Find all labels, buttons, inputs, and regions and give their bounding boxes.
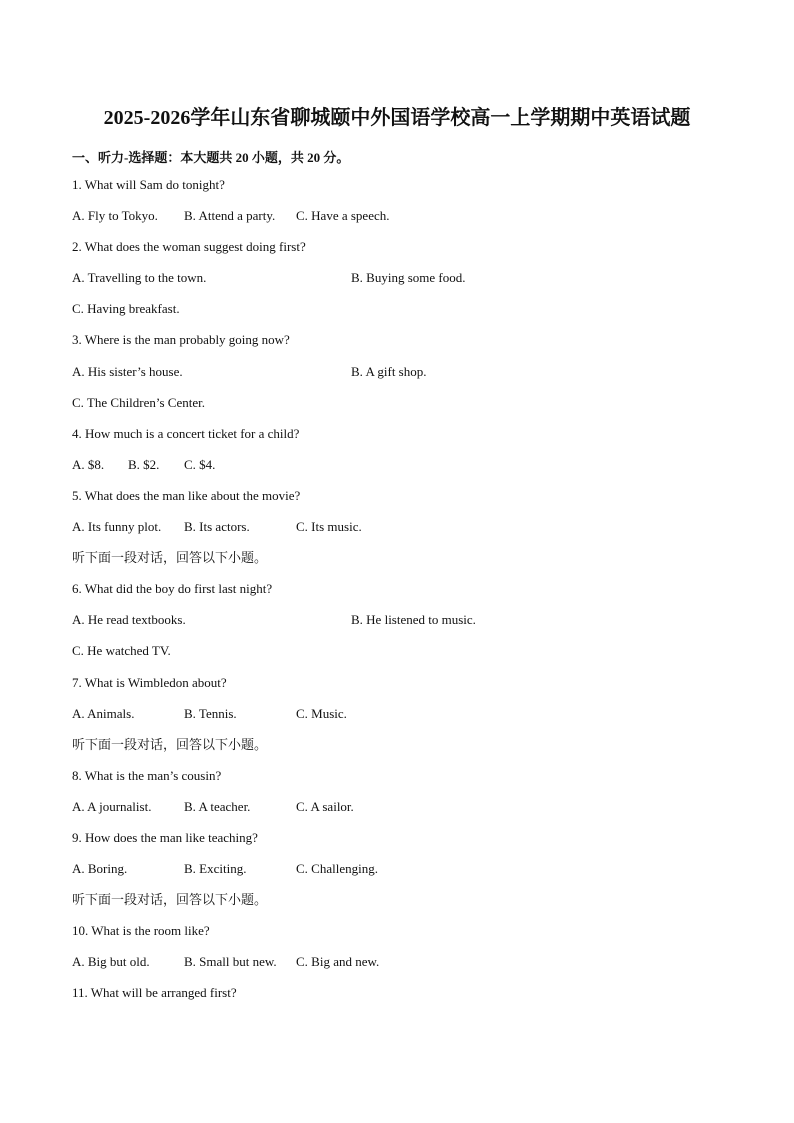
answer-option: A. Animals. bbox=[72, 705, 135, 721]
instruction-text: 听下面一段对话，回答以下小题。 bbox=[72, 550, 268, 566]
option-row bbox=[72, 798, 752, 829]
answer-option: A. Travelling to the town. bbox=[72, 270, 207, 286]
question-text: 2. What does the woman suggest doing first? bbox=[72, 239, 306, 255]
answer-option: C. Its music. bbox=[296, 519, 362, 535]
question-text: 10. What is the room like? bbox=[72, 923, 210, 939]
answer-option: B. A gift shop. bbox=[351, 363, 427, 379]
answer-option: C. Have a speech. bbox=[296, 208, 390, 224]
answer-option: B. A teacher. bbox=[184, 798, 251, 814]
question-text: 7. What is Wimbledon about? bbox=[72, 674, 227, 690]
option-row bbox=[72, 642, 752, 673]
answer-option: B. Small but new. bbox=[184, 954, 277, 970]
answer-option: A. Fly to Tokyo. bbox=[72, 208, 158, 224]
answer-option: A. A journalist. bbox=[72, 798, 152, 814]
answer-option: C. Big and new. bbox=[296, 954, 380, 970]
answer-option: C. The Children’s Center. bbox=[72, 394, 205, 410]
option-row bbox=[72, 207, 752, 238]
answer-option: C. A sailor. bbox=[296, 798, 354, 814]
question-text: 9. How does the man like teaching? bbox=[72, 829, 258, 845]
answer-option: C. $4. bbox=[184, 456, 216, 472]
option-row bbox=[72, 611, 752, 642]
option-row bbox=[72, 269, 752, 300]
answer-option: B. Attend a party. bbox=[184, 208, 276, 224]
answer-option: A. He read textbooks. bbox=[72, 612, 186, 628]
answer-option: A. $8. bbox=[72, 456, 105, 472]
answer-option: B. Its actors. bbox=[184, 519, 250, 535]
answer-option: A. His sister’s house. bbox=[72, 363, 183, 379]
answer-option: B. Tennis. bbox=[184, 705, 237, 721]
answer-option: B. Buying some food. bbox=[351, 270, 466, 286]
instruction-text: 听下面一段对话，回答以下小题。 bbox=[72, 736, 268, 752]
question-text: 3. Where is the man probably going now? bbox=[72, 332, 290, 348]
option-row bbox=[72, 363, 752, 394]
answer-option: A. Big but old. bbox=[72, 954, 150, 970]
document-title: 2025-2026学年山东省聊城颐中外国语学校高一上学期期中英语试题 bbox=[103, 107, 691, 129]
answer-option: A. Boring. bbox=[72, 861, 128, 877]
answer-option: C. Challenging. bbox=[296, 861, 378, 877]
question-text: 5. What does the man like about the movie? bbox=[72, 487, 301, 503]
instruction-text: 听下面一段对话，回答以下小题。 bbox=[72, 892, 268, 908]
answer-option: B. $2. bbox=[128, 456, 160, 472]
question-text: 6. What did the boy do first last night? bbox=[72, 581, 273, 597]
section-heading: 一、听力-选择题：本大题共 20 小题，共 20 分。 bbox=[72, 150, 350, 165]
answer-option: B. Exciting. bbox=[184, 861, 247, 877]
option-row bbox=[72, 860, 752, 891]
question-text: 1. What will Sam do tonight? bbox=[72, 177, 225, 192]
question-text: 8. What is the man’s cousin? bbox=[72, 767, 222, 783]
answer-option: C. Music. bbox=[296, 705, 347, 721]
answer-option: B. He listened to music. bbox=[351, 612, 476, 628]
question-text: 11. What will be arranged first? bbox=[72, 985, 237, 1001]
option-row bbox=[72, 456, 752, 487]
option-row bbox=[72, 518, 752, 549]
question-list bbox=[72, 176, 752, 1016]
option-row bbox=[72, 953, 752, 984]
answer-option: C. Having breakfast. bbox=[72, 301, 180, 317]
question-text: 4. How much is a concert ticket for a child? bbox=[72, 425, 300, 441]
answer-option: C. He watched TV. bbox=[72, 643, 171, 659]
option-row bbox=[72, 300, 752, 331]
option-row bbox=[72, 394, 752, 425]
answer-option: A. Its funny plot. bbox=[72, 519, 162, 535]
option-row bbox=[72, 705, 752, 736]
